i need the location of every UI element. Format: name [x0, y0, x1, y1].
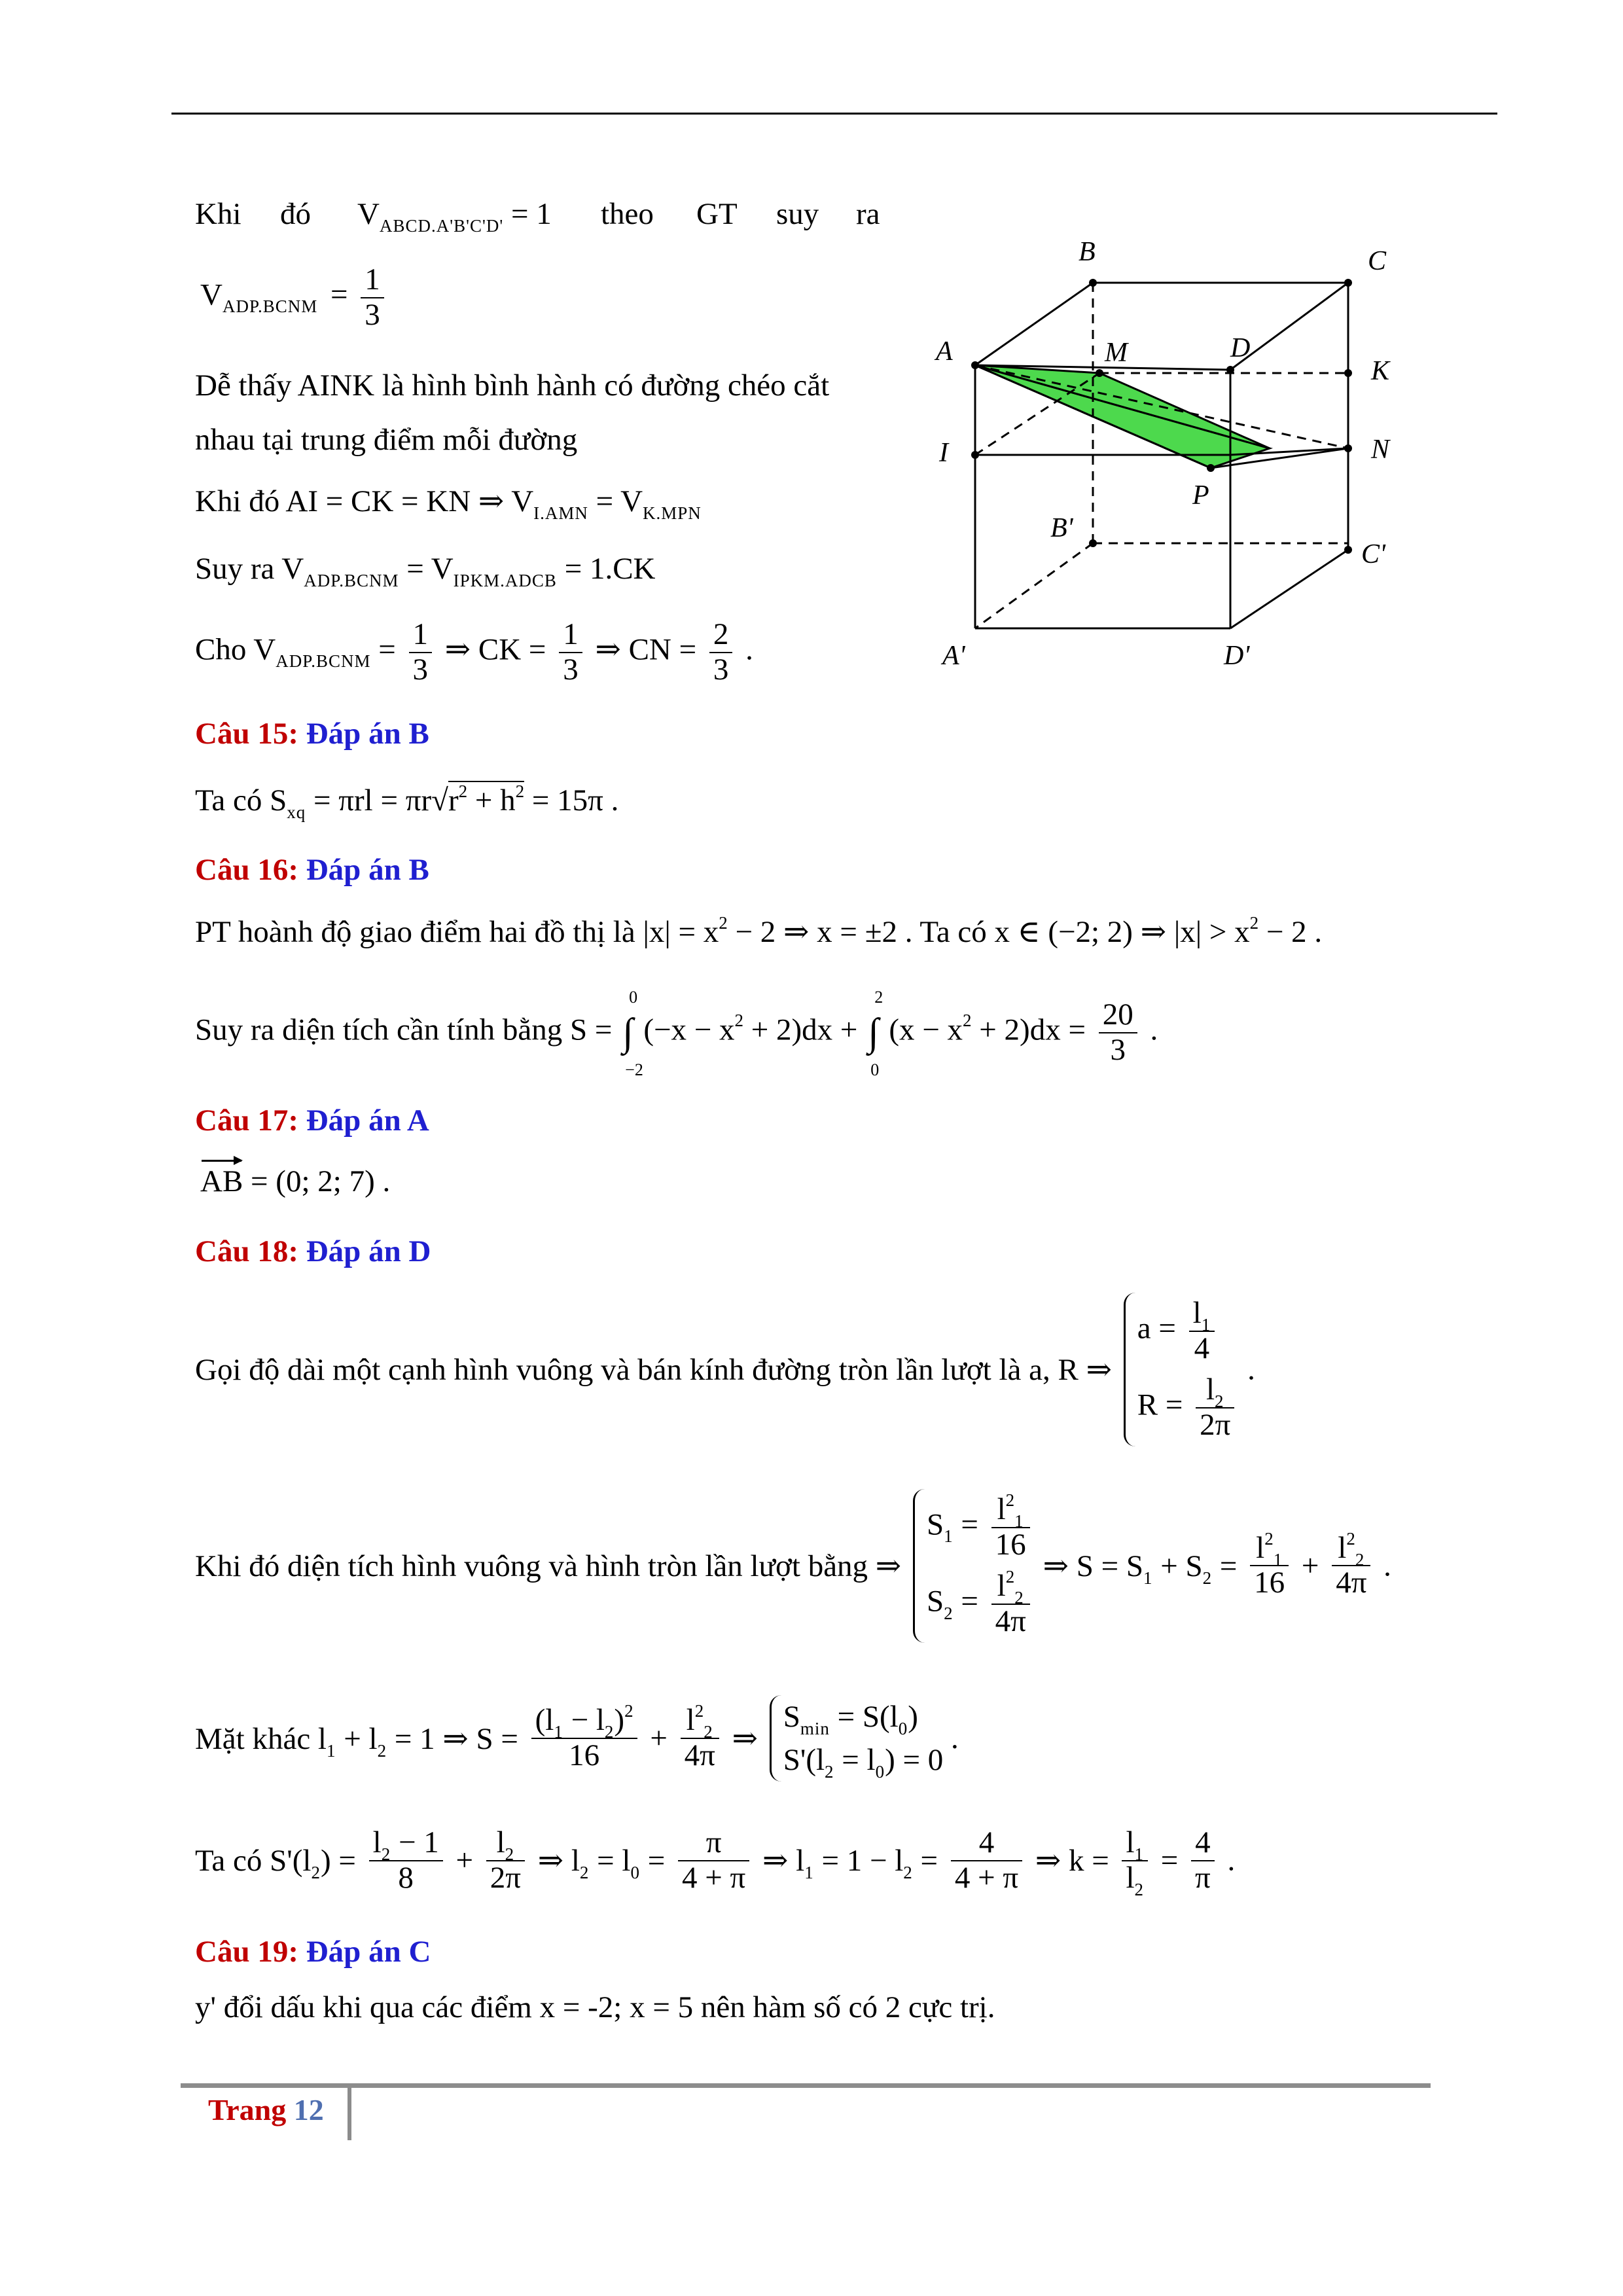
page-number: Trang 12 [208, 2093, 324, 2126]
label-A-prime: A' [942, 641, 965, 671]
vector-AB: AB [200, 1164, 243, 1198]
q19-text: y' đổi dấu khi qua các điểm x = -2; x = 5 nên hàm số có 2 cực trị. [195, 1990, 995, 2024]
q15-heading: Câu 15: Đáp án B [195, 717, 429, 751]
label-K: K [1371, 356, 1390, 386]
footer-rule [181, 2083, 1431, 2088]
q18-line-2: Khi đó diện tích hình vuông và hình tròn lần lượt bằng ⇒ $S_1$ = $\frac{l^2_1}{16}$ $S_2$ = $\frac{l^2_2}{4\pi}$ ⇒ $S = S_1 + S_2$ = $\frac{l^2_1}{16}$ + $\frac{l^2_2}{4\pi}$ . [195, 1489, 1391, 1643]
label-N: N [1371, 435, 1390, 465]
intro-line-5: Khi đó AI = CK = KN ⇒ $V_{I.AMN} = V_{K.MPN}$ [195, 484, 702, 523]
label-I: I [939, 438, 948, 468]
footer-divider [348, 2088, 351, 2140]
intro-line-3: Dễ thấy AINK là hình bình hành có đường chéo cắt [195, 368, 830, 403]
q17-heading: Câu 17: Đáp án A [195, 1103, 429, 1138]
label-P: P [1192, 480, 1209, 511]
label-C-prime: C' [1361, 539, 1385, 569]
q16-line-1: PT hoành độ giao điểm hai đồ thị là $|x| = x^2 - 2$ ⇒ x = ±2 . Ta có x ∈ (−2; 2) ⇒ $|x| > x^2 - 2$ . [195, 913, 1323, 949]
label-M: M [1105, 338, 1128, 368]
q18-line-4: Ta có $S'(l_2)$ = $\frac{l_2 - 1}{8}$ + $\frac{l_2}{2\pi}$ ⇒ $l_2 = l_0$ = $\frac{\pi}{4 + \pi}$ ⇒ $l_1 = 1 - l_2$ = $\frac{4}{4 + \pi}$ ⇒ k = $\frac{l_1}{l_2}$ = $\frac{4}{\pi}$ . [195, 1825, 1236, 1899]
intro-line-2: $V_{ADP.BCNM}$ = $\frac{1}{3}$ [200, 263, 389, 332]
label-C: C [1368, 246, 1387, 276]
q18-heading: Câu 18: Đáp án D [195, 1234, 431, 1268]
section-shaded-triangle [975, 365, 1270, 468]
q18-line-3: Mặt khác $l_1 + l_2 = 1$ ⇒ S = $\frac{(l_1 - l_2)^2}{16}$ + $\frac{l^2_2}{4\pi}$ ⇒ $S_{min} = S(l_0)$ $S'(l_2 = l_0) = 0$ . [195, 1695, 959, 1782]
section-shaded-quad [975, 365, 1270, 448]
q19-heading: Câu 19: Đáp án C [195, 1935, 431, 1969]
intro-line-4: nhau tại trung điểm mỗi đường [195, 423, 578, 457]
label-B-prime: B' [1050, 513, 1073, 543]
q18-system-2: $S_1$ = $\frac{l^2_1}{16}$ $S_2$ = $\frac{l^2_2}{4\pi}$ [913, 1489, 1035, 1643]
q18-system-3: $S_{min} = S(l_0)$ $S'(l_2 = l_0) = 0$ [770, 1695, 944, 1782]
header-rule [171, 113, 1497, 115]
label-D: D [1230, 333, 1251, 363]
q18-system-1: a = $\frac{l_1}{4}$ R = $\frac{l_2}{2\pi}$ [1124, 1293, 1240, 1446]
q18-line-1: Gọi độ dài một cạnh hình vuông và bán kính đường tròn lần lượt là a, R ⇒ a = $\frac{l_1}{4}$ R = $\frac{l_2}{2\pi}$ . [195, 1293, 1255, 1446]
label-D-prime: D' [1224, 641, 1250, 671]
intro-line-7: Cho $V_{ADP.BCNM}$ = $\frac{1}{3}$ ⇒ CK = $\frac{1}{3}$ ⇒ CN = $\frac{2}{3}$ . [195, 617, 753, 687]
q15-text: Ta có $S_{xq} = \pi rl = \pi r√r^2 + h^2 = 15\pi$ . [195, 781, 619, 822]
label-B: B [1079, 237, 1096, 267]
q17-text: AB = (0; 2; 7) . [200, 1164, 391, 1198]
label-A: A [936, 336, 953, 367]
q16-line-2: Suy ra diện tích cần tính bằng S = ∫ 0 −2 $(-x - x^2 + 2)dx$ + ∫ 2 0 $(x - x^2 + 2)dx$ = $\frac{20}{3}$ . [195, 988, 1158, 1080]
solid-edges [975, 283, 1348, 628]
prism-figure [903, 223, 1414, 694]
intro-line-6: Suy ra $V_{ADP.BCNM} = V_{IPKM.ADCB} = 1.CK$ [195, 552, 656, 590]
q16-heading: Câu 16: Đáp án B [195, 853, 429, 887]
